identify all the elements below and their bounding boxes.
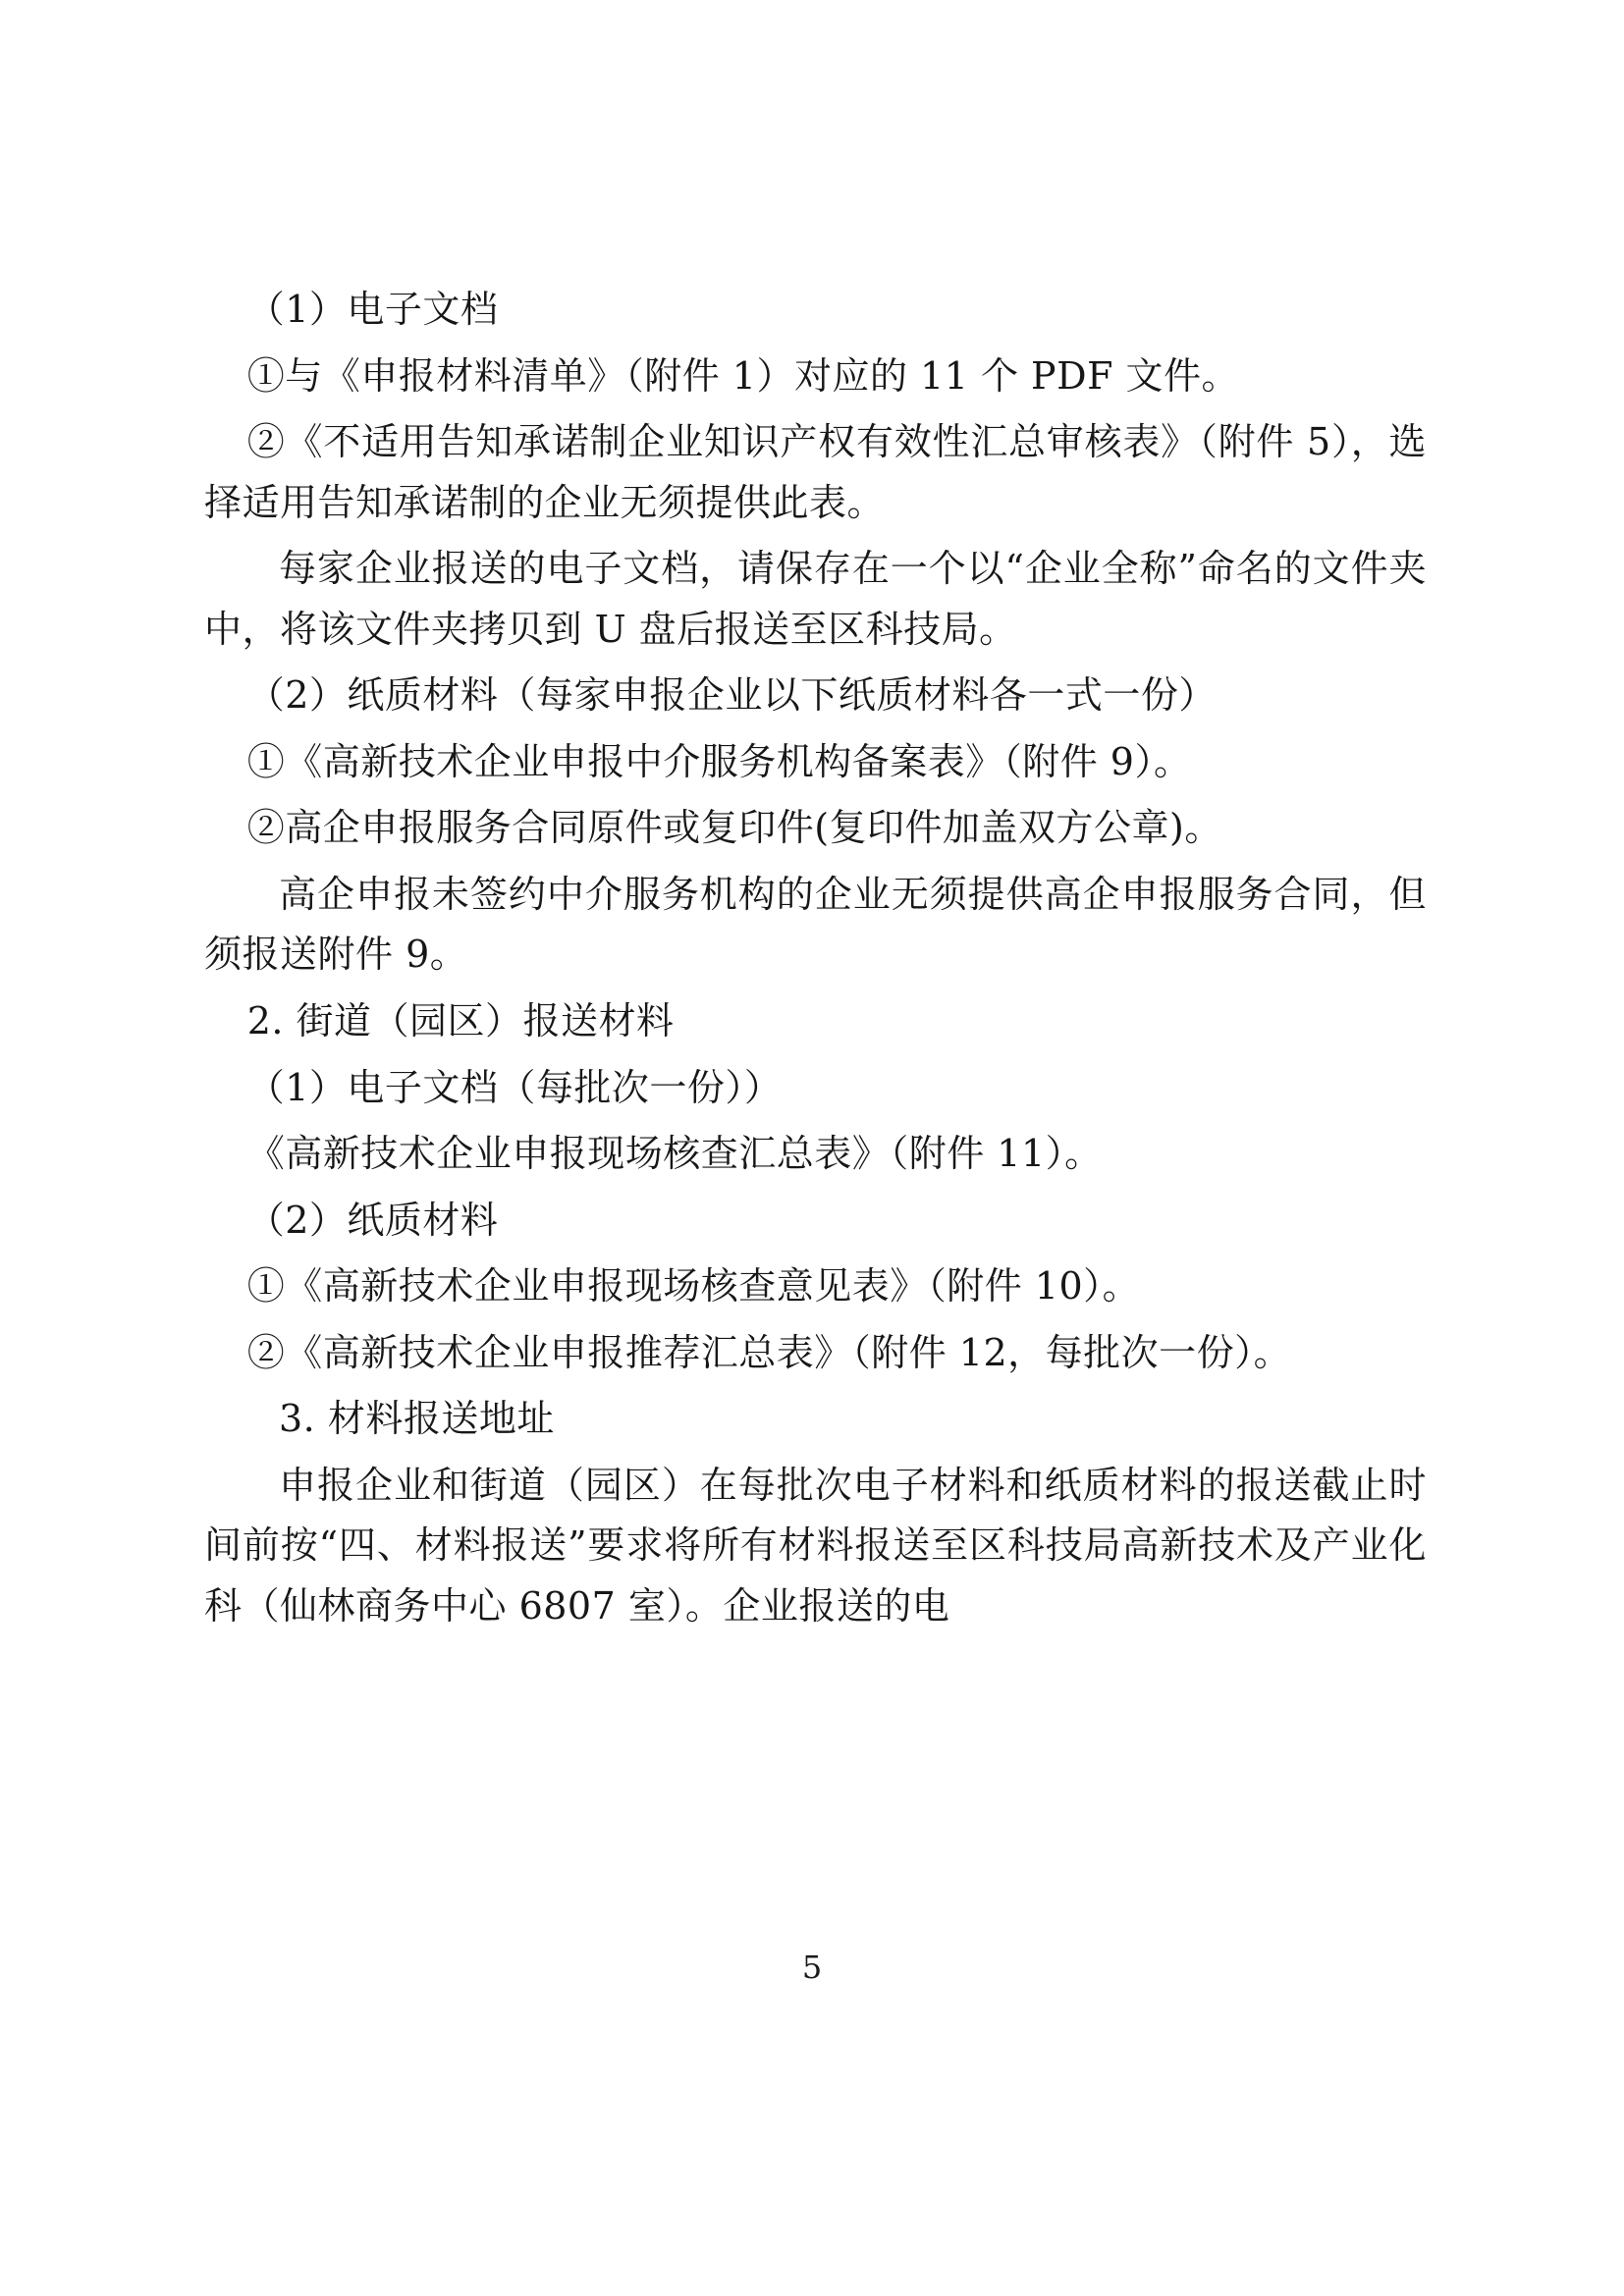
paragraph: 高企申报未签约中介服务机构的企业无须提供高企申报服务合同，但须报送附件 9。 bbox=[204, 872, 1427, 977]
paragraph: ①《高新技术企业申报中介服务机构备案表》（附件 9）。 bbox=[246, 739, 1192, 783]
paragraph: （1）电子文档 bbox=[246, 288, 499, 331]
paragraph: （2）纸质材料 bbox=[246, 1198, 499, 1242]
paragraph: 申报企业和街道（园区）在每批次电子材料和纸质材料的报送截止时间前按“四、材料报送”要求将所有材料报送至区科技局高新技术及产业化科（仙林商务中心 6807 室）。企业报送的电 bbox=[204, 1463, 1427, 1628]
page-number: 5 bbox=[801, 1949, 823, 1986]
paragraph: ①与《申报材料清单》（附件 1）对应的 11 个 PDF 文件。 bbox=[246, 353, 1240, 398]
paragraph: （1）电子文档（每批次一份）） bbox=[246, 1065, 783, 1109]
paragraph: （2）纸质材料（每家申报企业以下纸质材料各一式一份） bbox=[246, 673, 1217, 718]
paragraph: 2. 街道（园区）报送材料 bbox=[246, 999, 675, 1043]
paragraph: ①《高新技术企业申报现场核查意见表》（附件 10）。 bbox=[246, 1264, 1141, 1308]
paragraph: 3. 材料报送地址 bbox=[279, 1397, 555, 1441]
paragraph: 每家企业报送的电子文档，请保存在一个以“企业全称”命名的文件夹中，将该文件夹拷贝到 U 盘后报送至区科技局。 bbox=[204, 547, 1427, 651]
paragraph: ②高企申报服务合同原件或复印件(复印件加盖双方公章)。 bbox=[246, 806, 1222, 850]
document-body bbox=[204, 280, 1427, 1642]
paragraph: 《高新技术企业申报现场核查汇总表》（附件 11）。 bbox=[246, 1132, 1103, 1176]
paragraph: ②《不适用告知承诺制企业知识产权有效性汇总审核表》（附件 5），选择适用告知承诺制的企业无须提供此表。 bbox=[204, 420, 1427, 524]
paragraph: ②《高新技术企业申报推荐汇总表》（附件 12，每批次一份）。 bbox=[246, 1330, 1292, 1374]
